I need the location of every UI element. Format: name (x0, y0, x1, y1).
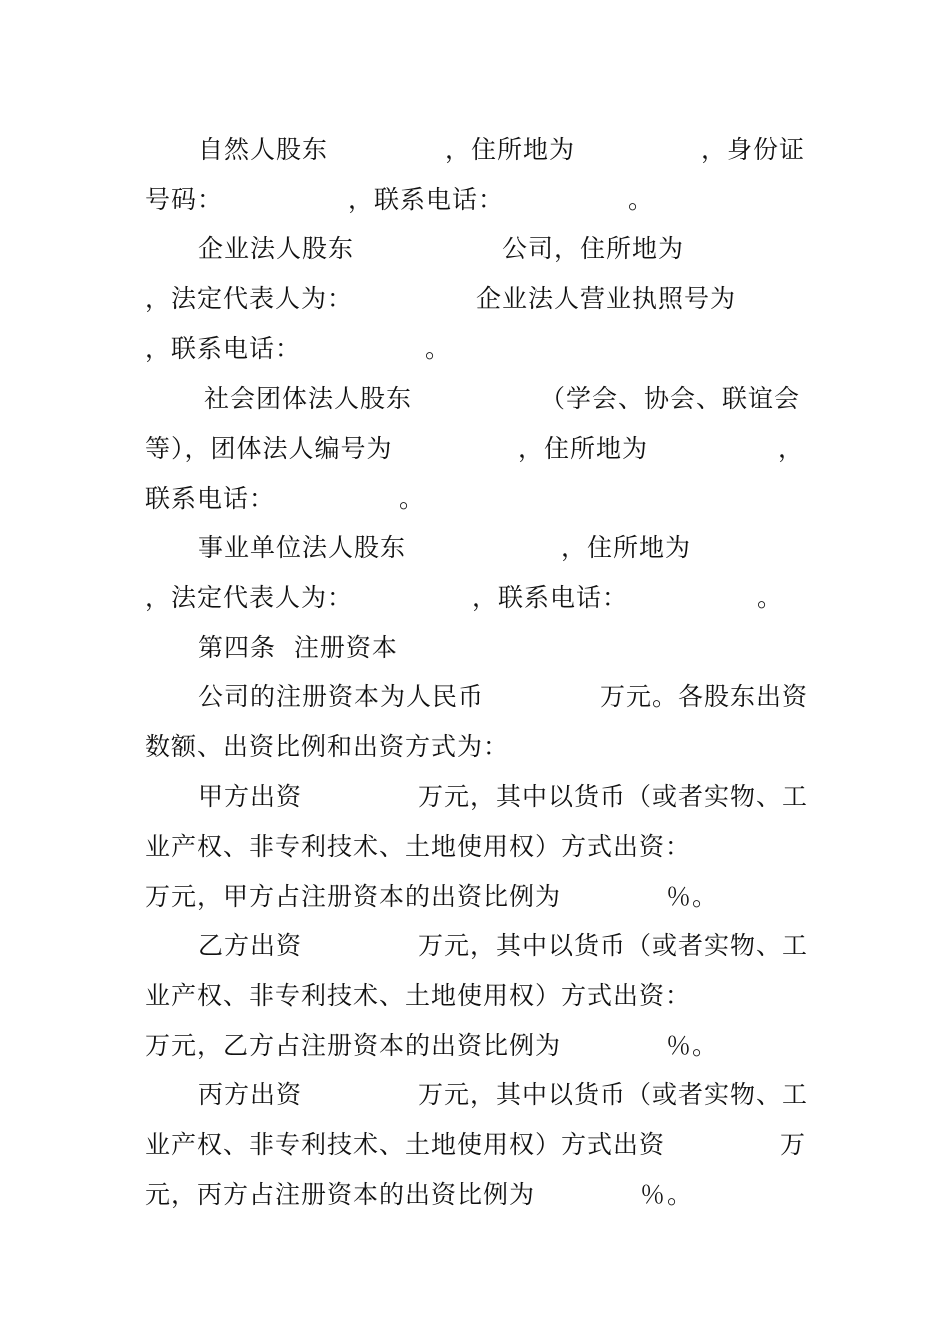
text-segment: 自然人股东 (198, 135, 329, 164)
text-segment: 。 (628, 185, 655, 214)
text-segment: 联系电话： (145, 484, 276, 513)
text-segment: 。 (667, 1180, 694, 1209)
text-segment: 等），团体法人编号为 (145, 434, 393, 463)
text-segment: 万元。各股东出资 (600, 682, 809, 711)
text-segment: ，法定代表人为： (145, 583, 354, 612)
text-segment: ，联系电话： (145, 334, 302, 363)
text-segment: ，法定代表人为： (145, 284, 354, 313)
text-segment: 万元，其中以货币（或者实物、工 (418, 931, 809, 960)
text-segment: 万元，乙方占注册资本的出资比例为 (145, 1031, 562, 1060)
text-segment: 乙方出资 (198, 931, 303, 960)
text-segment: 业产权、非专利技术、土地使用权）方式出资： (145, 981, 692, 1010)
text-segment: ， (778, 434, 805, 463)
text-segment: 万元，其中以货币（或者实物、工 (418, 1080, 809, 1109)
text-segment: ，身份证 (701, 135, 806, 164)
text-segment: 。 (692, 882, 719, 911)
text-segment: 公司的注册资本为人民币 (198, 682, 485, 711)
text-segment: 元，丙方占注册资本的出资比例为 (145, 1180, 536, 1209)
text-segment: 企业法人营业执照号为 (476, 284, 737, 313)
text-segment: 号码： (145, 185, 224, 214)
text-segment: （学会、协会、联谊会 (540, 384, 801, 413)
text-segment: ，联系电话： (348, 185, 505, 214)
text-segment: 。 (692, 1031, 719, 1060)
text-segment: ％ (640, 1180, 667, 1209)
text-segment: ，住所地为 (518, 434, 649, 463)
text-segment: 丙方出资 (198, 1080, 303, 1109)
text-segment: 万 (780, 1130, 807, 1159)
text-segment: 业产权、非专利技术、土地使用权）方式出资 (145, 1130, 666, 1159)
text-segment: ％ (666, 882, 693, 911)
text-segment: ，住所地为 (561, 533, 692, 562)
text-segment: 甲方出资 (198, 782, 303, 811)
text-segment: 。 (399, 484, 426, 513)
text-segment: 万元，其中以货币（或者实物、工 (418, 782, 809, 811)
text-segment: 公司，住所地为 (502, 234, 685, 263)
article-heading: 第四条 注册资本 (198, 633, 398, 662)
text-segment: 。 (757, 583, 784, 612)
text-segment: ，联系电话： (472, 583, 629, 612)
text-segment: 万元，甲方占注册资本的出资比例为 (145, 882, 562, 911)
text-segment: 数额、出资比例和出资方式为： (145, 732, 510, 761)
text-segment: 。 (425, 334, 452, 363)
text-segment: 业产权、非专利技术、土地使用权）方式出资： (145, 832, 692, 861)
text-segment: ，住所地为 (445, 135, 576, 164)
text-segment: 社会团体法人股东 (204, 384, 413, 413)
text-segment: ％ (666, 1031, 693, 1060)
text-segment: 事业单位法人股东 (198, 533, 407, 562)
text-segment: 企业法人股东 (198, 234, 355, 263)
